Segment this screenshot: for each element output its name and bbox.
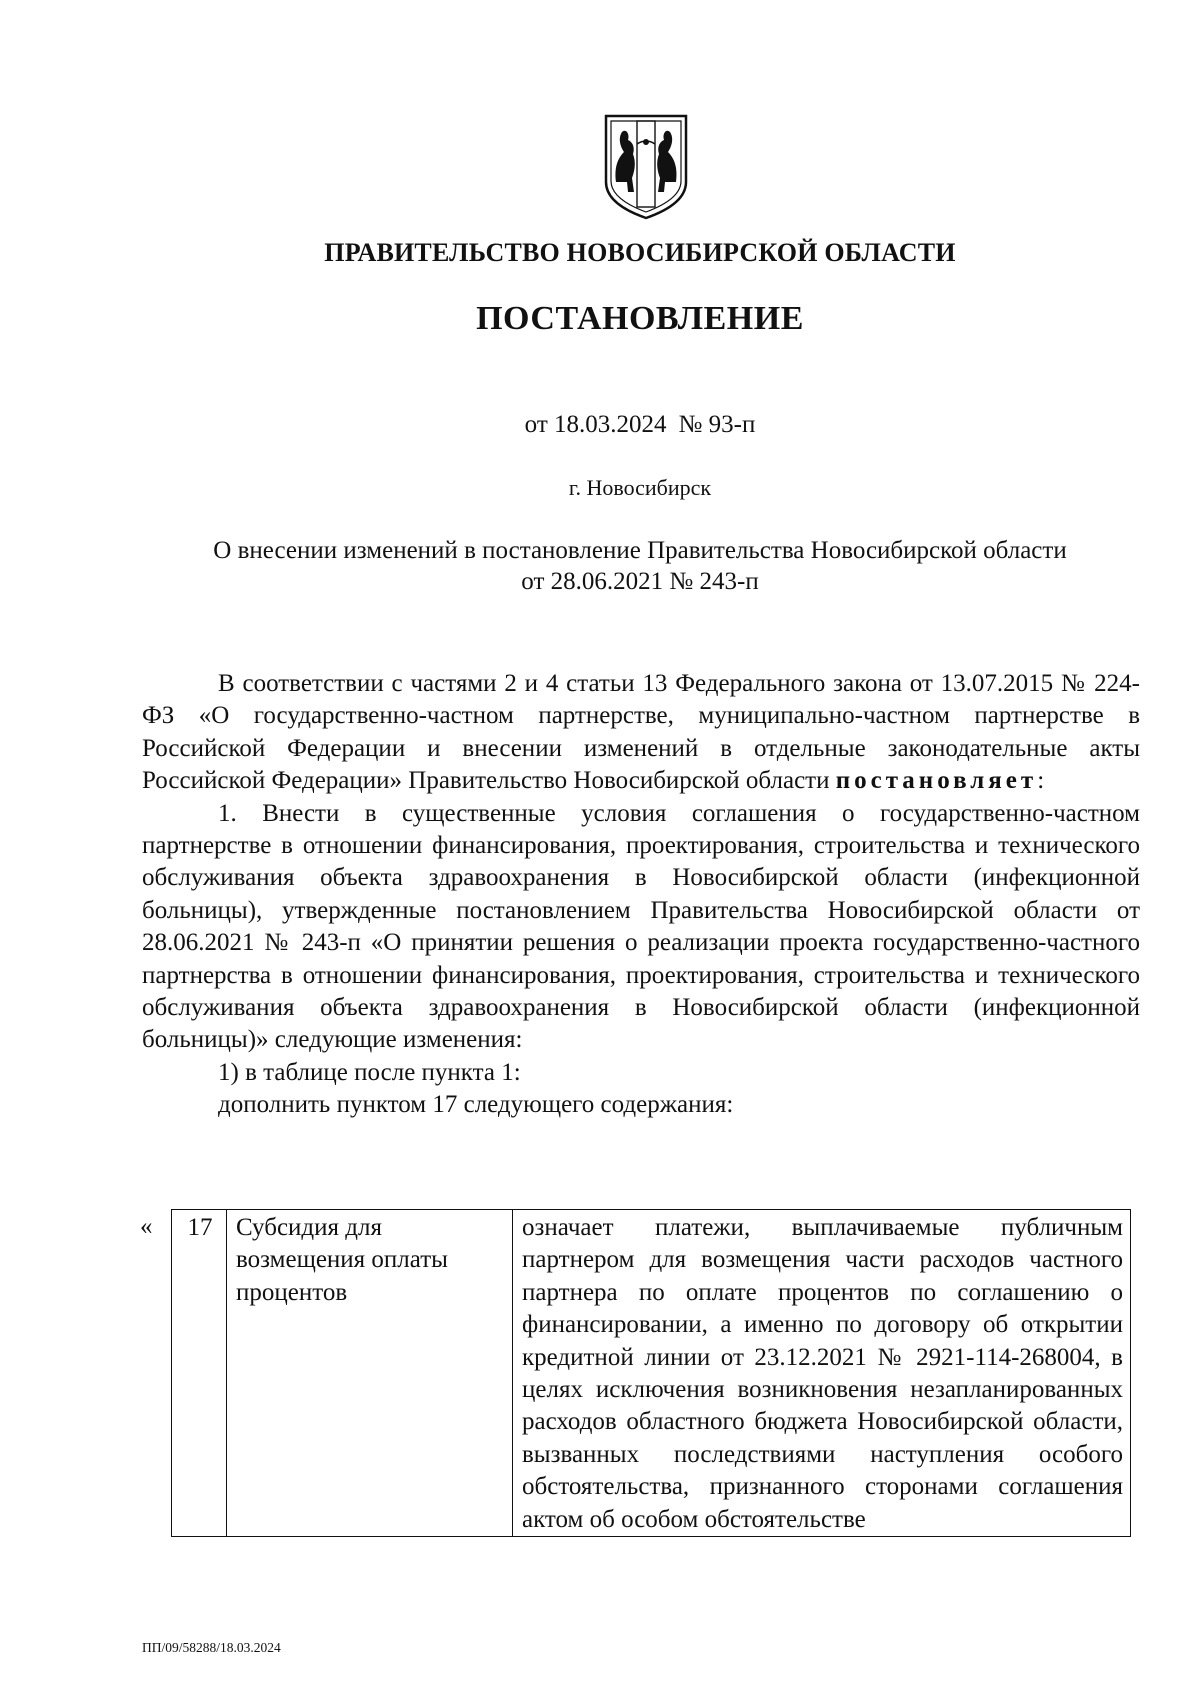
document-date-number (140, 411, 1140, 439)
amendment-table (171, 1209, 1131, 1537)
row-definition: означает платежи, выплачиваемые публичным партнером для возмещения части расходов частного партнера по оплате процентов по соглашению о финансировании, а именно по договору об открытии кредитной линии от 23.12.2021 № 2921-114-268004, в целях исключения возникновения незапланированных расходов областного бюджета Новосибирской области, вызванных последствиями наступления особого обстоятельства, признанного сторонами соглашения актом об особом обстоятельстве (513, 1210, 1131, 1537)
document-date: от 18.03.2024 (524, 411, 667, 438)
coat-of-arms-icon (600, 112, 692, 222)
row-number: 17 (172, 1210, 227, 1537)
resolves-emphasis: постановляет (835, 767, 1038, 795)
document-body (142, 668, 1140, 1122)
paragraph-item-1: 1. Внести в существенные условия соглашения о государственно-частном партнерстве в отношении финансирования, проектирования, строительства и технического обслуживания объекта здравоохранения в Новосибирской области (инфекционной больницы), утвержденные постановлением Правительства Новосибирской области от 28.06.2021 № 243-п «О принятии решения о реализации проекта государственно-частного партнерства в отношении финансирования, проектирования, строительства и технического обслуживания объекта здравоохранения в Новосибирской области (инфекционной больницы)» следующие изменения: (142, 799, 1140, 1054)
document-subject (140, 535, 1140, 597)
opening-quote: « (140, 1213, 153, 1240)
document-city: г. Новосибирск (568, 475, 712, 500)
preamble-colon: : (1037, 767, 1045, 795)
subject-line-1: О внесении изменений в постановление Правительства Новосибирской области (213, 537, 1067, 564)
subject-line-2: от 28.06.2021 № 243-п (521, 568, 759, 595)
footer-code: ПП/09/58288/18.03.2024 (142, 1640, 281, 1655)
organization-title: ПРАВИТЕЛЬСТВО НОВОСИБИРСКОЙ ОБЛАСТИ (324, 238, 956, 267)
table-row (172, 1210, 1131, 1537)
paragraph-subitem-1: 1) в таблице после пункта 1: (218, 1058, 521, 1086)
document-type: ПОСТАНОВЛЕНИЕ (476, 300, 804, 337)
paragraph-preamble (142, 668, 1140, 798)
preamble-text: В соответствии с частями 2 и 4 статьи 13 Федерального закона от 13.07.2015 № 224-ФЗ «О государственно-частном партнерстве, муниципально-частном партнерстве в Российской Федерации и внесении изменений в отдельные законодательные акты Российской Федерации» Правительство Новосибирской области (142, 670, 1140, 795)
paragraph-supplement: дополнить пунктом 17 следующего содержания: (218, 1091, 734, 1119)
row-term: Субсидия для возмещения оплаты процентов (227, 1210, 513, 1537)
document-number: № 93-п (678, 411, 756, 438)
